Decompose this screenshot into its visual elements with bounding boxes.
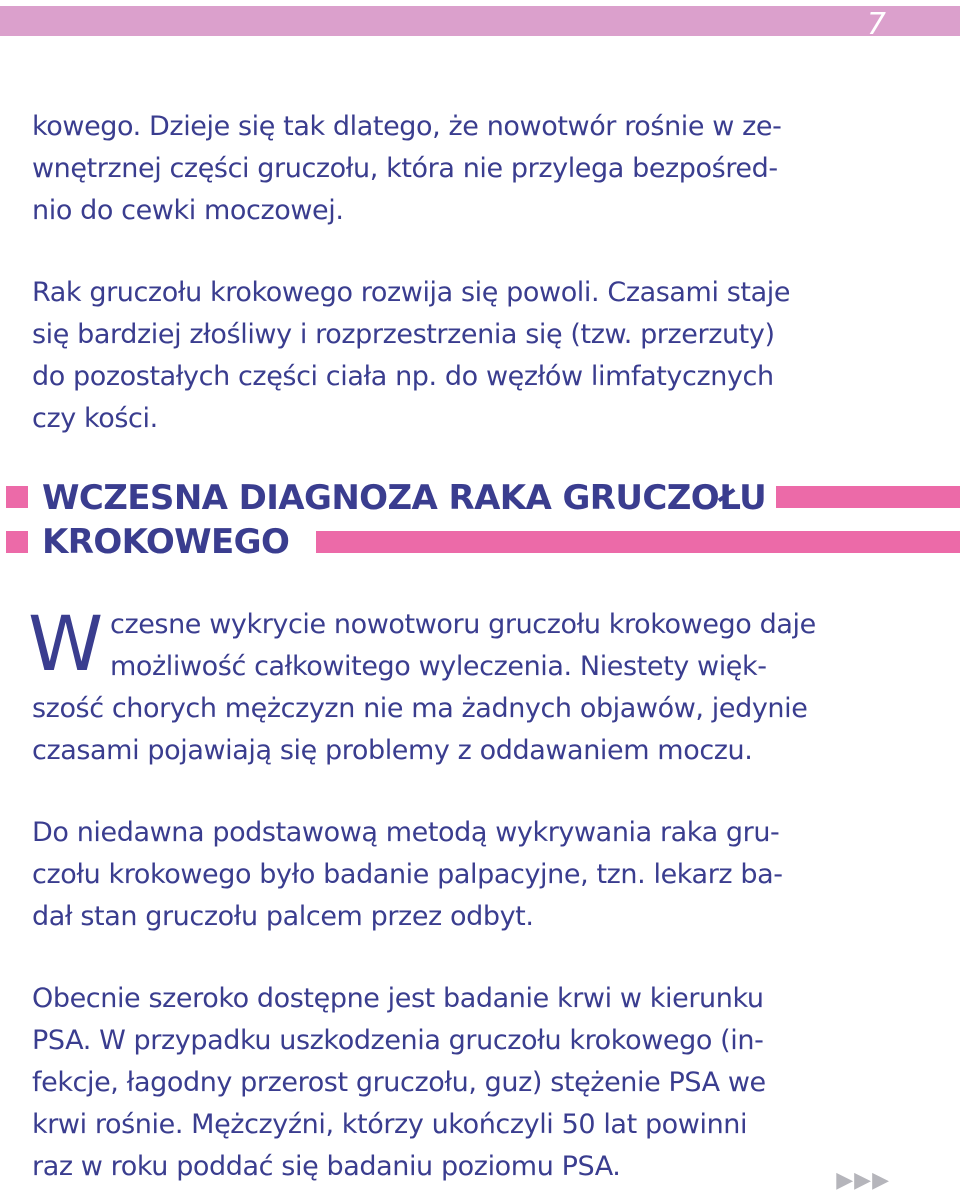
text-line: krwi rośnie. Mężczyźni, którzy ukończyli 50 lat powinni [32, 1109, 748, 1140]
paragraph-4 [32, 812, 792, 938]
text-line: dał stan gruczołu palcem przez odbyt. [32, 901, 534, 932]
text-line: wnętrznej części gruczołu, która nie przylega bezpośred- [32, 153, 778, 184]
heading-square-marker [6, 486, 28, 508]
page-number: 7 [866, 7, 886, 42]
text-line: czasami pojawiają się problemy z oddawaniem moczu. [32, 735, 753, 766]
heading-accent-bar [316, 531, 960, 553]
drop-cap: W [28, 599, 104, 688]
paragraph-2 [32, 272, 792, 440]
text-line: czy kości. [32, 403, 158, 434]
section-title-line: KROKOWEGO [42, 522, 290, 562]
text-line: możliwość całkowitego wyleczenia. Niestety więk- [110, 651, 767, 682]
text-line: nio do cewki moczowej. [32, 195, 344, 226]
text-line: się bardziej złośliwy i rozprzestrzenia się (tzw. przerzuty) [32, 319, 775, 350]
text-line: Rak gruczołu krokowego rozwija się powoli. Czasami staje [32, 277, 791, 308]
text-line: Obecnie szeroko dostępne jest badanie krwi w kierunku [32, 983, 764, 1014]
text-line: Do niedawna podstawową metodą wykrywania raka gru- [32, 817, 780, 848]
text-line: raz w roku poddać się badaniu poziomu PSA. [32, 1151, 621, 1182]
text-line: kowego. Dzieje się tak dlatego, że nowotwór rośnie w ze- [32, 111, 782, 142]
text-line: fekcje, łagodny przerost gruczołu, guz) stężenie PSA we [32, 1067, 766, 1098]
text-line: szość chorych mężczyzn nie ma żadnych objawów, jedynie [32, 693, 808, 724]
text-line: czesne wykrycie nowotworu gruczołu krokowego daje [110, 609, 816, 640]
section-heading [0, 476, 960, 562]
header-bar [0, 6, 960, 42]
next-page-arrows-icon: ▶▶▶ [836, 1168, 890, 1193]
section-title-line: WCZESNA DIAGNOZA RAKA GRUCZOŁU [42, 478, 767, 518]
text-line: czołu krokowego było badanie palpacyjne, tzn. lekarz ba- [32, 859, 783, 890]
paragraph-5 [32, 978, 792, 1188]
text-line: do pozostałych części ciała np. do węzłów limfatycznych [32, 361, 774, 392]
paragraph-1 [32, 106, 792, 232]
paragraph-3 [32, 604, 816, 772]
heading-square-marker [6, 531, 28, 553]
text-line: PSA. W przypadku uszkodzenia gruczołu krokowego (in- [32, 1025, 764, 1056]
heading-accent-bar [776, 486, 960, 508]
